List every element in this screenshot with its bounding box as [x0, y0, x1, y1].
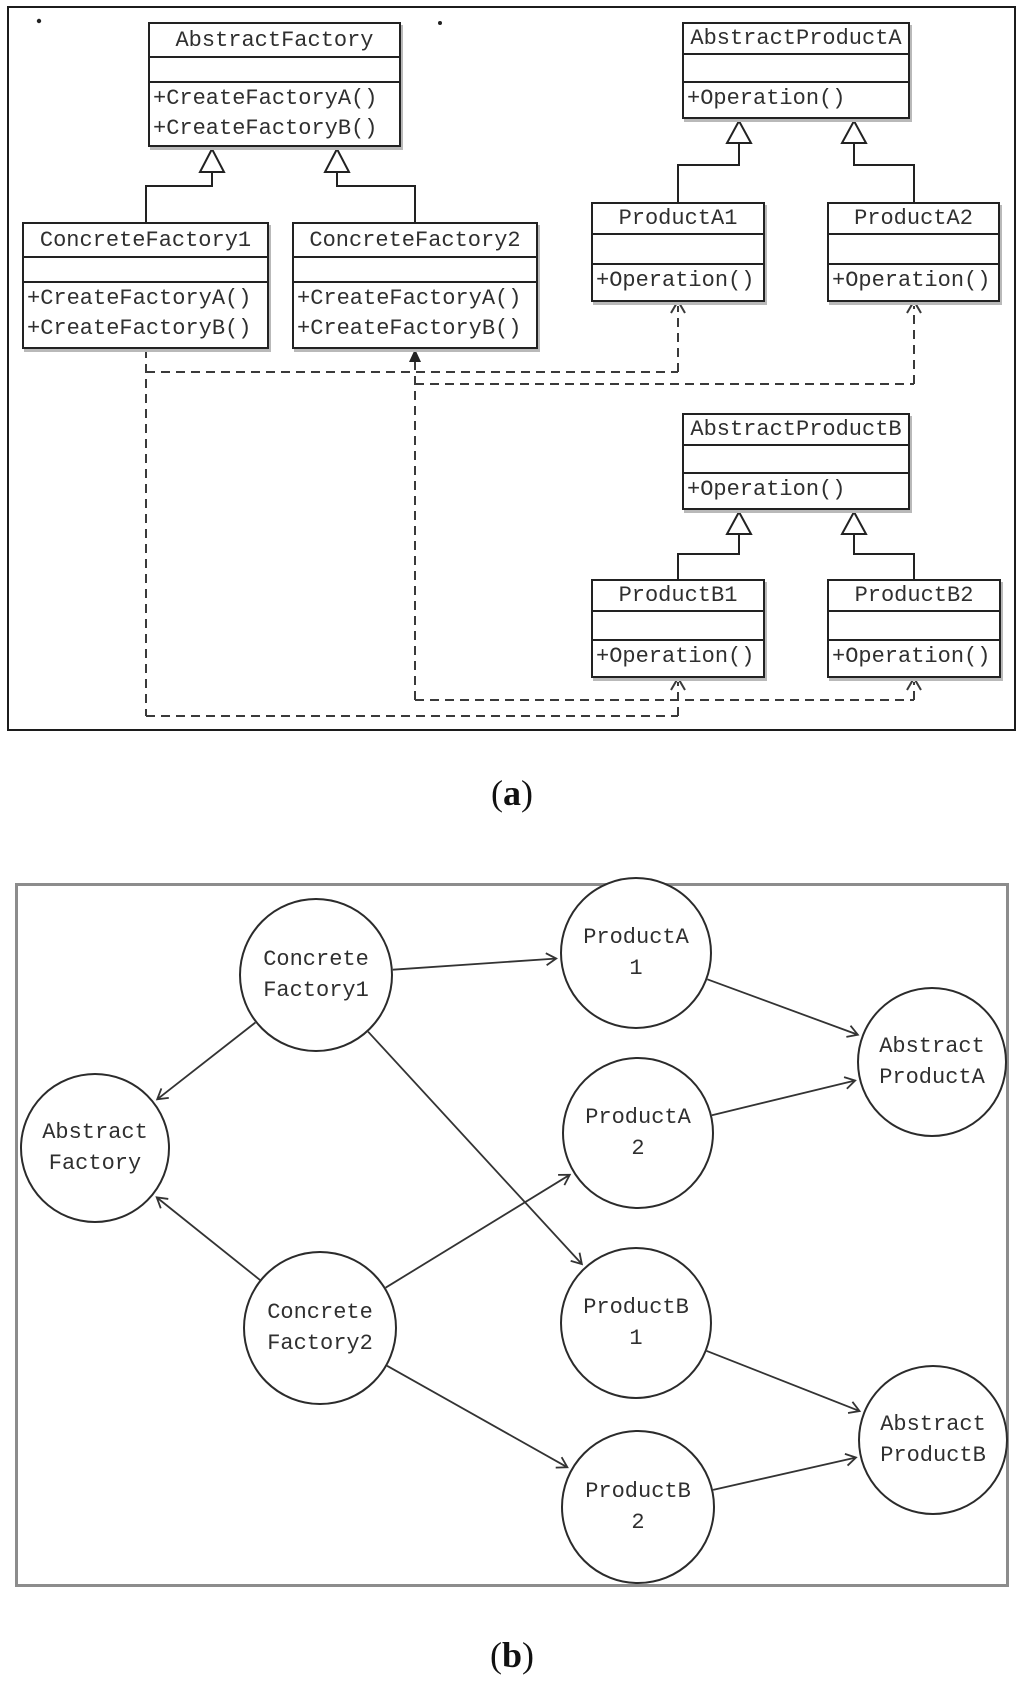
caption-a [0, 772, 1024, 814]
speck-dot [438, 21, 442, 25]
class-box-product-a2 [827, 202, 1000, 302]
node-label-line: 1 [629, 1326, 643, 1351]
caption-paren: ( [489, 1635, 502, 1675]
class-title: AbstractProductB [684, 415, 908, 446]
method-label: +CreateFactoryA() [297, 286, 522, 311]
class-methods [24, 283, 267, 344]
graph-edge-concrete-factory-2-to-product-b2 [387, 1366, 566, 1467]
class-methods [150, 83, 399, 144]
node-label-line: Factory2 [267, 1331, 373, 1356]
method-label: +Operation() [687, 86, 846, 111]
caption-letter: b [501, 1635, 523, 1675]
graph-edge-concrete-factory-1-to-abstract-factory [158, 1023, 255, 1099]
class-attributes-empty [593, 612, 763, 641]
node-label-line: Abstract [880, 1412, 986, 1437]
graph-node-concrete-factory-2 [243, 1251, 397, 1405]
node-label-line: 1 [629, 956, 643, 981]
class-attributes-empty [150, 58, 399, 83]
class-title: ProductB2 [829, 581, 999, 612]
class-title: ProductA1 [593, 204, 763, 235]
caption-paren: ) [521, 773, 533, 813]
node-label-line: ProductB [583, 1295, 689, 1320]
method-label: +Operation() [596, 268, 755, 293]
node-label-line: Abstract [42, 1120, 148, 1145]
caption-b [0, 1634, 1024, 1676]
node-label-line: Concrete [267, 1300, 373, 1325]
node-label-line: ProductA [879, 1065, 985, 1090]
graph-node-product-a2 [562, 1057, 714, 1209]
class-title: ProductA2 [829, 204, 998, 235]
node-label-line: ProductB [880, 1443, 986, 1468]
graph-node-product-b2 [561, 1430, 715, 1584]
method-label: +CreateFactoryA() [153, 86, 378, 111]
class-attributes-empty [684, 55, 908, 83]
graph-edge-product-b1-to-abstract-product-b [707, 1351, 859, 1411]
class-methods [829, 641, 999, 672]
class-box-product-a1 [591, 202, 765, 302]
graph-edge-concrete-factory-2-to-abstract-factory [158, 1198, 260, 1280]
class-title: ConcreteFactory1 [24, 224, 267, 258]
class-box-abstract-factory [148, 22, 401, 147]
graph-edge-product-b2-to-abstract-product-b [713, 1458, 855, 1490]
speck-dot [37, 19, 41, 23]
class-attributes-empty [829, 235, 998, 265]
node-label-line: ProductA [585, 1105, 691, 1130]
filled-arrowhead-icon [409, 349, 421, 362]
class-box-concrete-factory-1 [22, 222, 269, 349]
graph-edge-concrete-factory-1-to-product-b1 [368, 1032, 581, 1264]
method-label: +Operation() [832, 644, 991, 669]
graph-node-product-b1 [560, 1247, 712, 1399]
node-label-line: Abstract [879, 1034, 985, 1059]
graph-edge-product-a1-to-abstract-product-a [707, 979, 857, 1034]
method-label: +CreateFactoryB() [153, 116, 378, 141]
graph-edge-product-a2-to-abstract-product-a [712, 1081, 854, 1115]
class-title: AbstractFactory [150, 24, 399, 58]
method-label: +Operation() [596, 644, 755, 669]
graph-edge-arrows [158, 959, 859, 1490]
node-label-line: ProductA [583, 925, 689, 950]
method-label: +Operation() [832, 268, 991, 293]
class-title: AbstractProductA [684, 24, 908, 55]
class-methods [684, 83, 908, 114]
dashed-dependency-lines [146, 306, 914, 716]
class-box-abstract-product-b [682, 413, 910, 510]
node-label-line: ProductB [585, 1479, 691, 1504]
method-label: +CreateFactoryB() [297, 316, 522, 341]
class-attributes-empty [829, 612, 999, 641]
class-methods [829, 265, 998, 296]
inheritance-connectors [146, 143, 914, 579]
class-title: ConcreteFactory2 [294, 224, 536, 258]
class-methods [593, 641, 763, 672]
class-box-abstract-product-a [682, 22, 910, 119]
node-label-line: 2 [631, 1510, 645, 1535]
node-label-line: Factory [48, 1151, 142, 1176]
class-title: ProductB1 [593, 581, 763, 612]
class-methods [684, 474, 908, 505]
class-attributes-empty [684, 446, 908, 474]
graph-edge-concrete-factory-1-to-product-a1 [393, 959, 555, 970]
class-methods [294, 283, 536, 344]
graph-node-abstract-product-a [857, 987, 1007, 1137]
caption-paren: ( [491, 773, 503, 813]
graph-node-abstract-product-b [858, 1365, 1008, 1515]
node-label-line: 2 [631, 1136, 645, 1161]
graph-node-concrete-factory-1 [239, 898, 393, 1052]
method-label: +CreateFactoryB() [27, 316, 252, 341]
caption-paren: ) [522, 1635, 535, 1675]
class-box-concrete-factory-2 [292, 222, 538, 349]
graph-node-abstract-factory [20, 1073, 170, 1223]
class-attributes-empty [24, 258, 267, 283]
class-box-product-b1 [591, 579, 765, 678]
node-label-line: Factory1 [263, 978, 369, 1003]
graph-edge-concrete-factory-2-to-product-a2 [386, 1175, 569, 1287]
class-attributes-empty [294, 258, 536, 283]
class-methods [593, 265, 763, 296]
method-label: +CreateFactoryA() [27, 286, 252, 311]
class-attributes-empty [593, 235, 763, 265]
method-label: +Operation() [687, 477, 846, 502]
graph-node-product-a1 [560, 877, 712, 1029]
caption-letter: a [503, 773, 521, 813]
class-box-product-b2 [827, 579, 1001, 678]
node-label-line: Concrete [263, 947, 369, 972]
